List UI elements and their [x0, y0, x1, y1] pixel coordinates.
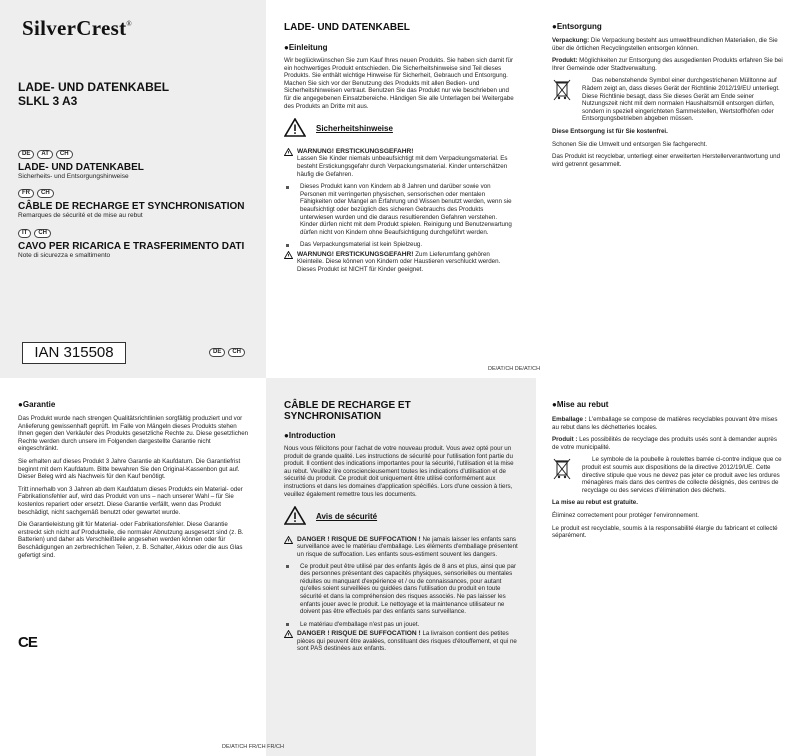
recycle-text: Le produit est recyclable, soumis à la responsabilité élargie du fabricant et collecté séparément.: [552, 524, 778, 540]
warranty-paragraph: Sie erhalten auf dieses Produkt 3 Jahre Garantie ab Kaufdatum. Die Garantiefrist beginnt mit dem Kaufdatum. Bitte bewahren Sie den Original-Kassenbon gut auf. Dieser Beleg wird als Nachweis für den Kauf benötigt.: [18, 457, 241, 481]
de-disposal-column: [552, 22, 784, 173]
weee-block: [552, 77, 784, 128]
environment-text: Éliminez correctement pour protéger l'environnement.: [552, 511, 700, 519]
warning-item: DANGER ! RISQUE DE SUFFOCATION ! La livraison contient des petites pièces qui peuvent être avalées, constituant des risques d'étouffement, et qui ne sont PAS destinées aux enfants.: [284, 630, 518, 653]
warning-triangle-icon: [284, 536, 293, 544]
language-block-it: [18, 229, 263, 260]
country-chips: FR CH: [18, 189, 263, 198]
ce-mark: CE: [18, 634, 37, 651]
product-text: Produkt: Möglichkeiten zur Entsorgung des ausgedienten Produkts erfahren Sie bei Ihrer Gemeinde oder Stadtverwaltung.: [552, 57, 783, 72]
warning-triangle-icon: [284, 506, 306, 528]
ian-box: IAN 315508: [22, 342, 126, 364]
warranty-paragraph: Tritt innerhalb von 3 Jahren ab dem Kaufdatum dieses Produkts ein Material- oder Fabrikationsfehler auf, wird das Produkt von uns – nach unserer Wahl – für Sie kostenlos repariert oder ersetzt. Diese Garantie verfällt, wenn das Produkt beschädigt, nicht sachgemäß benutzt oder gewartet wurde.: [18, 485, 243, 516]
language-block-fr: [18, 189, 263, 220]
language-block-de: [18, 150, 263, 181]
safety-heading: Sicherheitshinweise: [316, 123, 393, 133]
free-disposal-text: La mise au rebut est gratuite.: [552, 499, 638, 507]
list-item: Dieses Produkt kann von Kindern ab 8 Jahren und darüber sowie von Personen mit verringerten physischen, sensorischen oder mentalen Fähigkeiten oder Mangel an Erfahrung und Wissen benutzt werden, wenn sie beaufsichtigt oder bezüglich des sicheren Gebrauchs des Produkts unterwiesen wurden und die daraus resultierenden Gefahren verstehen. Kinder dürfen nicht mit dem Produkt spielen. Reinigung und Benutzerwartung dürfen nicht von Kindern ohne Beaufsichtigung durchgeführt werden.: [284, 183, 516, 236]
weee-text: Das nebenstehende Symbol einer durchgestrichenen Mülltonne auf Rädern zeigt an, dass dieses Gerät der Richtlinie 2012/19/EU unterliegt. Diese Richtlinie besagt, dass Sie dieses Gerät am Ende seiner Nutzungszeit nicht mit dem normalen Haushaltsmüll entsorgen dürfen, sondern in speziell eingerichteten Sammelstellen, Wertstoffhöfen oder Entsorgungsbetrieben abgeben müssen.: [582, 77, 780, 123]
safety-header: [284, 506, 518, 528]
warning-item: WARNUNG! ERSTICKUNGSGEFAHR!: [284, 148, 516, 156]
language-title: CÂBLE DE RECHARGE ET SYNCHRONISATION: [18, 201, 245, 212]
crossed-bin-icon: [552, 456, 574, 499]
product-text: Produit : Les possibilités de recyclage des produits usés sont à demander auprès de votre municipalité.: [552, 436, 777, 451]
language-subtitle: Remarques de sécurité et de mise au rebut: [18, 212, 143, 219]
environment-text: Schonen Sie die Umwelt und entsorgen Sie fachgerecht.: [552, 140, 708, 148]
language-subtitle: Sicherheits- und Entsorgungshinweise: [18, 173, 129, 180]
weee-block: [552, 456, 784, 499]
warning-triangle-icon: [284, 118, 306, 140]
warning-item: DANGER ! RISQUE DE SUFFOCATION ! Ne jamais laisser les enfants sans surveillance avec le matériau d'emballage. Les éléments d'emballage présentent un risque de suffocation. Les enfants sous-estiment souvent les dangers.: [284, 536, 518, 559]
section-heading: ●Garantie: [18, 400, 56, 409]
crossed-bin-icon: [552, 77, 574, 128]
warranty-paragraph: Das Produkt wurde nach strengen Qualitätsrichtlinien sorgfältig produziert und vor Anlieferung gewissenhaft geprüft. Im Falle von Mängeln dieses Produkts stehen Ihnen gegen den Verkäufer des Produkts gesetzliche Rechte zu. Diese gesetzlichen Rechte werden durch unsere im Folgenden dargestellte Garantie nicht eingeschränkt.: [18, 415, 249, 453]
warranty-column: [18, 400, 250, 564]
brand-logo: SilverCrest®: [22, 16, 133, 40]
section-heading: ●Mise au rebut: [552, 400, 609, 409]
intro-text: Wir beglückwünschen Sie zum Kauf Ihres neuen Produkts. Sie haben sich damit für ein hochwertiges Produkt entschieden. Die Sicherheitshinweise sind Teil dieses Produkts. Sie enthält wichtige Hinweise für Sicherheit, Gebrauch und Entsorgung. Machen Sie sich vor der Benutzung des Produkts mit allen Bedien- und Sicherheitshinweisen vertraut. Benutzen Sie das Produkt nur wie beschrieben und für die angegebenen Einsatzbereiche. Händigen Sie alle Unterlagen bei Weitergabe des Produkts an Dritte mit aus.: [284, 57, 514, 110]
section-heading: ●Introduction: [284, 431, 336, 440]
safety-header: [284, 118, 516, 140]
page-footer: DE/AT/CH DE/AT/CH: [488, 366, 541, 372]
language-subtitle: Note di sicurezza e smaltimento: [18, 252, 111, 259]
language-title: CAVO PER RICARICA E TRASFERIMENTO DATI: [18, 241, 245, 252]
section-heading: ●Einleitung: [284, 43, 328, 52]
page-footer: DE/AT/CH FR/CH FR/CH: [222, 744, 284, 750]
ian-country-chips: DE CH: [209, 348, 245, 357]
section-heading: ●Entsorgung: [552, 22, 602, 31]
page-title: LADE- UND DATENKABEL: [284, 22, 410, 33]
list-item: Das Verpackungsmaterial ist kein Spielzeug.: [284, 241, 516, 249]
cover-title: LADE- UND DATENKABEL SLKL 3 A3: [18, 80, 170, 108]
warning-triangle-icon: [284, 148, 293, 156]
warranty-paragraph: Die Garantieleistung gilt für Material- oder Fabrikationsfehler. Diese Garantie erstreckt sich nicht auf Produktteile, die normaler Abnutzung ausgesetzt sind (z. B. Batterien) und daher als Verschleißteile angesehen werden können oder für Beschädigungen an zerbrechlichen Teilen, z. B. Schalter, Akkus oder die aus Glas gefertigt sind.: [18, 521, 244, 559]
packaging-text: Emballage : L'emballage se compose de matières recyclables pouvant être mises au rebut dans les déchetteries locales.: [552, 416, 778, 431]
recycle-text: Das Produkt ist recyclebar, unterliegt einer erweiterten Herstellerverantwortung und wird getrennt gesammelt.: [552, 153, 781, 168]
cover-panel: [0, 0, 266, 378]
intro-text: Nous vous félicitons pour l'achat de votre nouveau produit. Vous avez opté pour un produit de grande qualité. Les instructions de sécurité pour l'utilisation font partie du produit. Il contient des indications importantes pour la sécurité, l'utilisation et la mise au rebut. Veuillez lire consciencieusement toutes les indications d'utilisation et de sécurité du produit. Ce produit doit uniquement être utilisé conformément aux instructions et dans les domaines d'application spécifiés. Lors d'une cession à tiers, veuillez également remettre tous les documents.: [284, 445, 514, 498]
country-chips: DE AT CH: [18, 150, 263, 159]
warning-triangle-icon: [284, 251, 293, 259]
fr-safety-column: [284, 400, 518, 653]
free-disposal-text: Diese Entsorgung ist für Sie kostenfrei.: [552, 127, 668, 135]
warning-item: WARNUNG! ERSTICKUNGSGEFAHR! Zum Lieferumfang gehören Kleinteile. Diese können von Kindern oder Haustieren verschluckt werden. Dieses Produkt ist NICHT für Kinder geeignet.: [284, 251, 516, 274]
safety-heading: Avis de sécurité: [316, 511, 378, 521]
de-safety-column: [284, 22, 516, 274]
page-title: CÂBLE DE RECHARGE ET SYNCHRONISATION: [284, 400, 411, 422]
packaging-text: Verpackung: Die Verpackung besteht aus umweltfreundlichen Materialien, die Sie über die örtlichen Recyclingstellen entsorgen können.: [552, 37, 778, 52]
list-item: Ce produit peut être utilisé par des enfants âgés de 8 ans et plus, ainsi que par des personnes présentant des capacités physiques, sensorielles ou mentales réduites ou manquant d'expérience et / ou de connaissances, pour autant qu'elles soient surveillées ou guidées dans l'utilisation du produit en toute sécurité et dans la compréhension des risques associés. Ne pas laisser les enfants jouer avec le produit. Le nettoyage et la maintenance utilisateur ne doivent pas être effectués par des enfants sans surveillance.: [284, 563, 518, 616]
country-chips: IT CH: [18, 229, 263, 238]
fr-disposal-column: [552, 400, 784, 545]
language-title: LADE- UND DATENKABEL: [18, 162, 144, 173]
weee-text: Le symbole de la poubelle à roulettes barrée ci-contre indique que ce produit est soumis aux dispositions de la directive 2012/19/UE. Cette directive stipule que vous ne devez pas jeter ce produit avec les ordures ménagères mais dans des centres de collecte désignés, des centres de recyclage ou des services d'élimination des déchets.: [582, 456, 782, 494]
warning-text: Lassen Sie Kinder niemals unbeaufsichtigt mit dem Verpackungsmaterial. Es besteht Erstickungsgefahr durch Verpackungsmaterial. Kinder unterschätzen häufig die Gefahren.: [297, 155, 508, 178]
warning-triangle-icon: [284, 630, 293, 638]
list-item: Le matériau d'emballage n'est pas un jouet.: [284, 621, 518, 629]
